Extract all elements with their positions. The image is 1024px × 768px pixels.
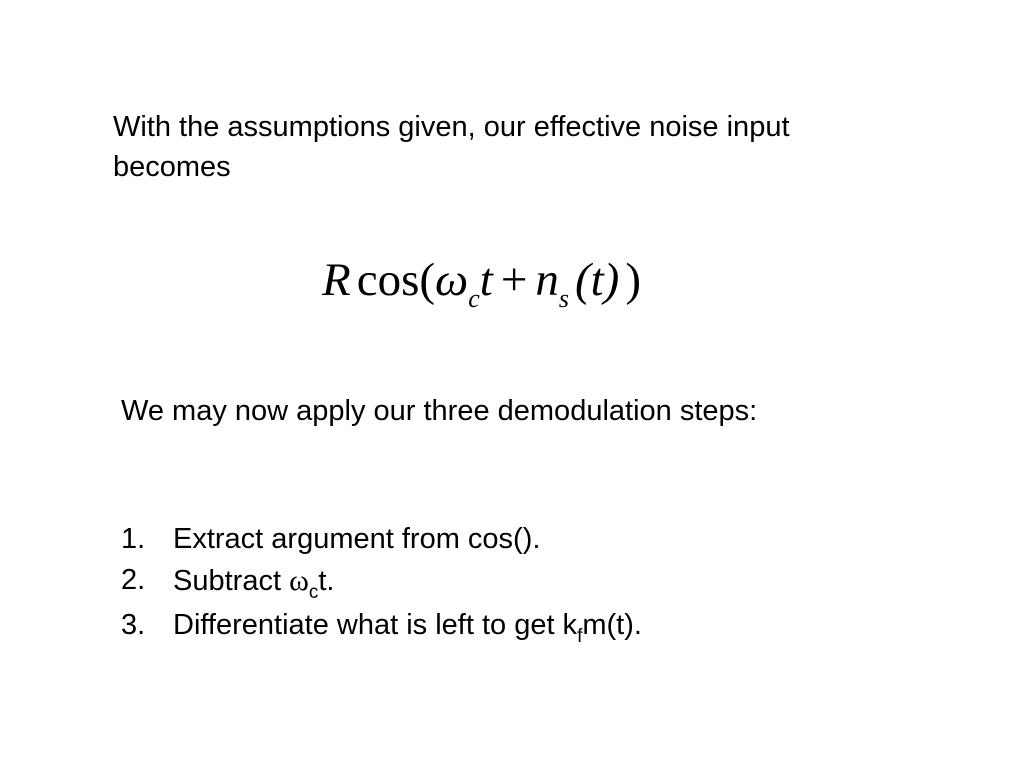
steps-heading: We may now apply our three demodulation steps:	[121, 395, 758, 427]
step-text: Extract argument from cos().	[173, 523, 541, 555]
omega-symbol: ω	[289, 564, 309, 597]
step-suffix: t.	[318, 565, 335, 597]
eq-cos: cos(	[356, 254, 436, 306]
eq-n: n	[535, 254, 559, 306]
eq-close: )	[625, 254, 641, 306]
list-item	[121, 519, 642, 560]
eq-t: t	[479, 254, 493, 306]
step-prefix: Subtract	[173, 565, 290, 597]
list-item	[121, 605, 642, 649]
intro-text	[113, 107, 933, 187]
eq-plus: +	[500, 254, 528, 306]
eq-omega-sub: c	[468, 284, 480, 313]
omega-subscript: c	[308, 582, 319, 603]
step-text	[173, 560, 334, 605]
step-number: 2.	[121, 564, 146, 596]
eq-amplitude: R	[322, 254, 351, 306]
step-number: 3.	[121, 609, 146, 641]
steps-list	[121, 519, 642, 649]
step-suffix: m(t).	[582, 609, 642, 641]
intro-line-2: becomes	[113, 151, 231, 183]
eq-n-sub: s	[558, 284, 569, 313]
list-item	[121, 560, 642, 605]
step-text	[173, 605, 642, 649]
noise-equation	[322, 250, 641, 317]
step-number: 1.	[121, 523, 146, 555]
k-subscript: f	[577, 626, 583, 647]
eq-arg: (t)	[574, 254, 620, 306]
intro-line-1: With the assumptions given, our effective noise input	[113, 111, 790, 143]
step-prefix: Differentiate what is left to get k	[173, 609, 578, 641]
eq-omega: ω	[435, 254, 469, 306]
